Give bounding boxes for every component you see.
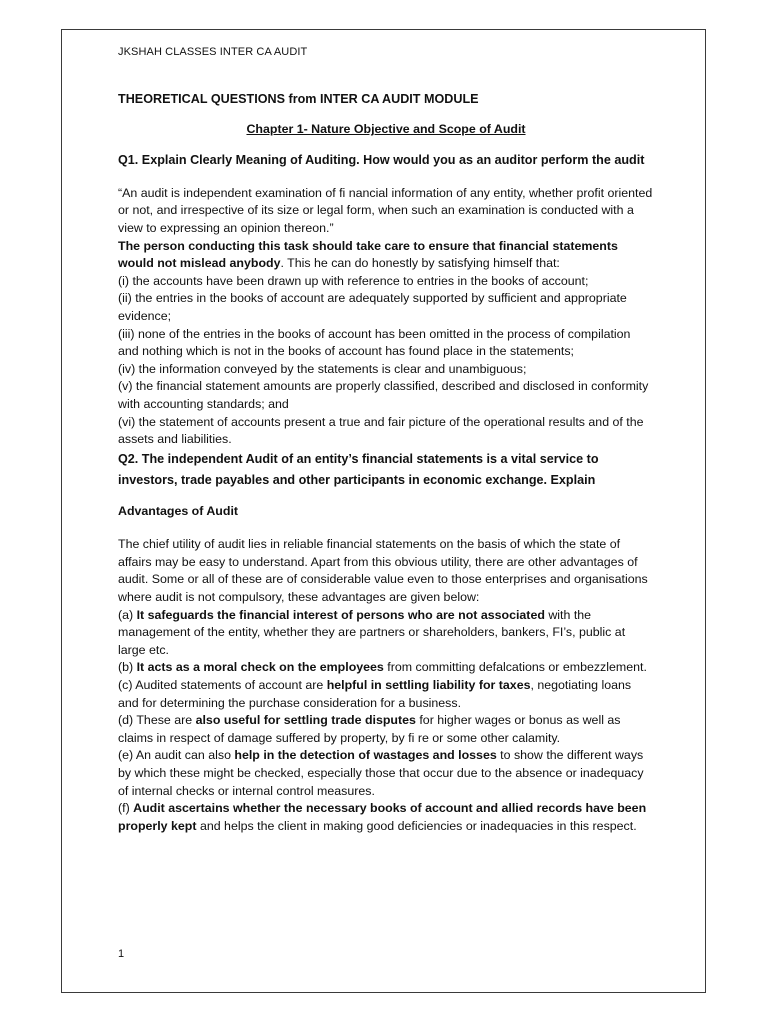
document-title: THEORETICAL QUESTIONS from INTER CA AUDIT MODULE — [118, 91, 479, 106]
chapter-heading: Chapter 1- Nature Objective and Scope of Audit — [246, 122, 526, 137]
advantage-post: from committing defalcations or embezzlement. — [383, 660, 647, 675]
question-2: Q2. The independent Audit of an entity’s financial statements is a vital service to investors, trade payables and other participants in economic exchange. Explain — [118, 451, 599, 487]
advantage-pre: (d) These are — [118, 713, 196, 728]
advantage-item — [118, 800, 654, 835]
advantages-intro: The chief utility of audit lies in reliable financial statements on the basis of which the state of affairs may be easy to understand. Apart from this obvious utility, there are other advantages of audit. Some or all of these are of considerable value even to those enterprises and organisations where audit is not compulsory, these advantages are given below: — [118, 537, 648, 605]
advantage-pre: (e) An audit can also — [118, 748, 235, 763]
auditor-duty-rest: . This he can do honestly by satisfying himself that: — [280, 256, 560, 271]
advantage-item — [118, 747, 654, 800]
auditor-duty-bold: The person conducting this task should take care to ensure that financial statements would not mislead anybody — [118, 238, 618, 271]
question-1: Q1. Explain Clearly Meaning of Auditing. How would you as an auditor perform the audit — [118, 152, 645, 167]
list-item: (i) the accounts have been drawn up with reference to entries in the books of account; — [118, 273, 589, 288]
list-item: (v) the financial statement amounts are properly classified, described and disclosed in conformity with accounting standards; and — [118, 379, 649, 411]
advantage-post: , negotiating loans and for determining the purchase consideration for a business. — [118, 678, 632, 710]
advantage-bold: It acts as a moral check on the employees — [136, 660, 384, 675]
list-item: (iv) the information conveyed by the statements is clear and unambiguous; — [118, 361, 527, 376]
advantage-bold: Audit ascertains whether the necessary books of account and allied records have been properly kept — [118, 801, 647, 833]
advantage-post: with the management of the entity, whether they are partners or shareholders, bankers, FI’s, public at large etc. — [118, 607, 626, 657]
page-content — [118, 44, 654, 835]
advantages-heading: Advantages of Audit — [118, 503, 239, 518]
advantage-bold: It safeguards the financial interest of persons who are not associated — [136, 607, 545, 622]
page-number: 1 — [118, 948, 125, 960]
advantage-item — [118, 712, 654, 747]
audit-definition: “An audit is independent examination of fi nancial information of any entity, whether profit oriented or not, and irrespective of its size or legal form, when such an examination is conducted with a view to expressing an opinion thereon.” — [118, 185, 653, 235]
auditor-duty — [118, 238, 654, 273]
advantage-item — [118, 659, 654, 677]
advantage-pre: (a) — [118, 607, 137, 622]
advantage-pre: (b) — [118, 660, 137, 675]
advantage-pre: (c) Audited statements of account are — [118, 678, 327, 693]
document-page — [61, 29, 706, 993]
list-item: (ii) the entries in the books of account are adequately supported by sufficient and appropriate evidence; — [118, 291, 627, 323]
advantage-post: for higher wages or bonus as well as claims in respect of damage suffered by property, by fi re or some other calamity. — [118, 713, 621, 745]
advantage-item — [118, 677, 654, 712]
advantage-bold: help in the detection of wastages and losses — [234, 748, 497, 763]
advantage-bold: also useful for settling trade disputes — [195, 713, 416, 728]
advantage-post: and helps the client in making good deficiencies or inadequacies in this respect. — [196, 818, 637, 833]
list-item: (iii) none of the entries in the books of account has been omitted in the process of compilation and nothing which is not in the books of account has found place in the statements; — [118, 326, 631, 359]
advantage-pre: (f) — [118, 801, 134, 816]
list-item: (vi) the statement of accounts present a true and fair picture of the operational results and of the assets and liabilities. — [118, 414, 644, 447]
advantage-post: to show the different ways by which these might be checked, especially those that occur due to the absence or inadequacy of internal checks or internal control measures. — [118, 748, 644, 798]
advantage-bold: helpful in settling liability for taxes — [326, 678, 531, 693]
running-header: JKSHAH CLASSES INTER CA AUDIT — [118, 46, 308, 58]
advantage-item — [118, 607, 654, 660]
